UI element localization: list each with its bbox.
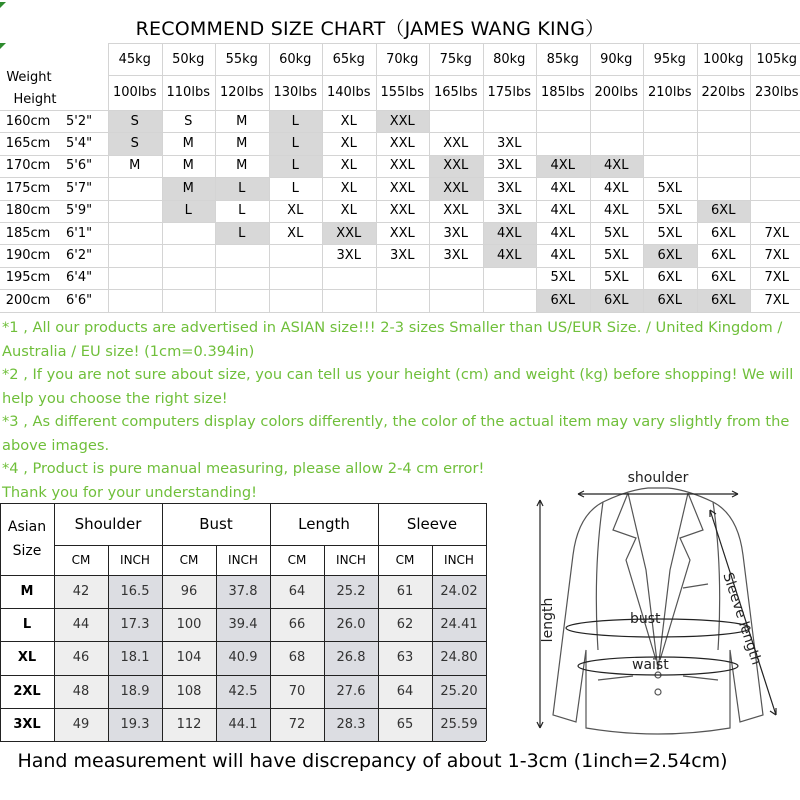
size-cell: L (291, 136, 299, 152)
grid-line (0, 312, 800, 313)
weight-kg-header: 105kg (756, 51, 798, 67)
measure-value: 42 (72, 584, 90, 600)
corner-mark (0, 2, 6, 8)
size-cell: 3XL (390, 248, 415, 264)
weight-lbs-header: 230lbs (755, 85, 799, 100)
size-cell: 4XL (604, 203, 629, 219)
size-cell: 3XL (497, 136, 522, 152)
size-cell: 6XL (711, 292, 736, 308)
table-border (486, 503, 487, 741)
jacket-diagram (518, 460, 798, 750)
size-cell: 5XL (550, 270, 575, 286)
measure-value: 61 (396, 584, 414, 600)
size-cell: XL (340, 113, 357, 129)
size-cell: 5XL (657, 180, 682, 196)
measure-value: 19.3 (120, 716, 150, 732)
height-cm-label: 170cm (5, 158, 51, 174)
unit-header: INCH (228, 553, 258, 567)
measure-value: 25.59 (440, 716, 478, 732)
weight-lbs-header: 155lbs (380, 85, 424, 100)
size-cell: XXL (443, 180, 469, 196)
weight-lbs-header: 120lbs (220, 85, 264, 100)
corner-height-label: Height (13, 91, 57, 107)
unit-header: INCH (336, 553, 366, 567)
size-cell: 7XL (764, 292, 789, 308)
size-cell: L (238, 180, 246, 196)
measure-value: 63 (396, 650, 414, 666)
unit-header: CM (179, 553, 199, 567)
size-cell: 6XL (711, 203, 736, 219)
size-cell: 4XL (497, 225, 522, 241)
size-cell: XXL (389, 180, 415, 196)
table-border (0, 741, 486, 742)
size-cell: 6XL (711, 248, 736, 264)
size-label: 3XL (13, 716, 41, 732)
weight-kg-header: 70kg (386, 51, 419, 67)
weight-lbs-header: 220lbs (701, 85, 745, 100)
size-cell: 4XL (604, 180, 629, 196)
height-cm-label: 185cm (5, 225, 51, 241)
height-ft-label: 5'9" (66, 203, 93, 219)
size-cell: XL (340, 203, 357, 219)
measure-value: 17.3 (120, 617, 150, 633)
size-cell: S (130, 136, 139, 152)
weight-lbs-header: 140lbs (327, 85, 371, 100)
height-ft-label: 6'1" (66, 225, 93, 241)
height-ft-label: 6'6" (66, 292, 93, 308)
measure-value: 40.9 (228, 650, 258, 666)
weight-lbs-header: 130lbs (273, 85, 317, 100)
size-cell: XXL (443, 203, 469, 219)
size-cell: 7XL (764, 225, 789, 241)
size-cell: XL (340, 136, 357, 152)
measure-value: 104 (176, 650, 202, 666)
measure-value: 18.9 (120, 683, 150, 699)
length-label: length (540, 597, 556, 643)
size-cell: XXL (443, 136, 469, 152)
size-cell: L (184, 203, 192, 219)
size-cell: XL (340, 180, 357, 196)
size-label: XL (17, 650, 37, 666)
size-cell: 6XL (657, 248, 682, 264)
measure-value: 68 (288, 650, 306, 666)
size-cell: 3XL (443, 248, 468, 264)
weight-kg-header: 45kg (118, 51, 151, 67)
measure-value: 44 (72, 617, 90, 633)
height-cm-label: 200cm (5, 292, 51, 308)
measure-value: 112 (176, 716, 202, 732)
size-cell: 6XL (550, 292, 575, 308)
size-cell: 3XL (336, 248, 361, 264)
measure-value: 18.1 (120, 650, 150, 666)
size-cell: M (182, 136, 194, 152)
measure-value: 70 (288, 683, 306, 699)
size-cell: 6XL (711, 270, 736, 286)
height-cm-label: 175cm (5, 180, 51, 196)
size-cell: 5XL (657, 225, 682, 241)
measure-value: 37.8 (228, 584, 258, 600)
weight-kg-header: 60kg (279, 51, 312, 67)
weight-kg-header: 100kg (702, 51, 744, 67)
size-cell: XXL (389, 225, 415, 241)
height-cm-label: 180cm (5, 203, 51, 219)
measurement-table (0, 503, 487, 741)
height-cm-label: 195cm (5, 270, 51, 286)
bust-label: bust (630, 611, 661, 627)
size-cell: 5XL (657, 203, 682, 219)
size-cell: L (291, 158, 299, 174)
size-cell: L (291, 180, 299, 196)
size-cell: 3XL (497, 203, 522, 219)
measure-value: 62 (396, 617, 414, 633)
height-ft-label: 5'6" (66, 158, 93, 174)
waist-label: waist (632, 657, 669, 673)
weight-lbs-header: 200lbs (594, 85, 638, 100)
size-cell: M (236, 136, 248, 152)
size-label: 2XL (13, 683, 41, 699)
measure-value: 64 (396, 683, 414, 699)
measure-value: 64 (288, 584, 306, 600)
size-cell: 4XL (550, 158, 575, 174)
size-cell: 5XL (604, 225, 629, 241)
jacket-collar (628, 493, 688, 670)
size-cell: 6XL (711, 225, 736, 241)
measure-value: 42.5 (228, 683, 258, 699)
size-cell: 6XL (604, 292, 629, 308)
height-cm-label: 165cm (5, 136, 51, 152)
size-cell: S (130, 113, 139, 129)
size-cell: XXL (443, 158, 469, 174)
weight-kg-header: 65kg (332, 51, 365, 67)
weight-kg-header: 95kg (653, 51, 686, 67)
size-cell: M (129, 158, 141, 174)
unit-header: INCH (444, 553, 474, 567)
weight-lbs-header: 175lbs (487, 85, 531, 100)
measure-value: 100 (176, 617, 202, 633)
weight-kg-header: 80kg (493, 51, 526, 67)
group-header: Sleeve (406, 515, 458, 533)
unit-header: CM (395, 553, 415, 567)
measure-value: 26.8 (336, 650, 366, 666)
footer-note: Hand measurement will have discrepancy of about 1-3cm (1inch=2.54cm) (17, 750, 728, 772)
unit-header: CM (287, 553, 307, 567)
note-3: *3 , As different computers display colors differently, the color of the actual item may vary slightly from the above images. (2, 413, 790, 454)
height-ft-label: 6'2" (66, 248, 93, 264)
measure-value: 26.0 (336, 617, 366, 633)
measure-value: 39.4 (228, 617, 258, 633)
weight-kg-header: 90kg (600, 51, 633, 67)
measure-value: 65 (396, 716, 414, 732)
measure-value: 25.20 (440, 683, 478, 699)
group-header: Shoulder (74, 515, 142, 533)
measure-value: 96 (180, 584, 198, 600)
size-cell: 3XL (497, 158, 522, 174)
unit-header: INCH (120, 553, 150, 567)
size-cell: XXL (389, 136, 415, 152)
size-cell: XXL (336, 225, 362, 241)
weight-lbs-header: 100lbs (113, 85, 157, 100)
measure-value: 25.2 (336, 584, 366, 600)
group-header: Bust (199, 515, 233, 533)
size-cell: 5XL (604, 270, 629, 286)
measure-value: 24.80 (440, 650, 478, 666)
note-2: *2 , If you are not sure about size, you can tell us your height (cm) and weight (kg) before shopping! We will help you choose the right size! (2, 366, 794, 407)
size-cell: XL (340, 158, 357, 174)
size-cell: 4XL (550, 225, 575, 241)
size-cell: 5XL (604, 248, 629, 264)
measure-value: 24.02 (440, 584, 478, 600)
weight-lbs-header: 210lbs (648, 85, 692, 100)
size-cell: 6XL (657, 292, 682, 308)
size-cell: S (184, 113, 193, 129)
size-cell: 4XL (497, 248, 522, 264)
size-cell: M (182, 158, 194, 174)
group-header: Length (298, 515, 350, 533)
measure-value: 44.1 (228, 716, 258, 732)
measure-value: 48 (72, 683, 90, 699)
size-cell: M (236, 113, 248, 129)
size-cell: L (291, 113, 299, 129)
note-4: *4 , Product is pure manual measuring, please allow 2-4 cm error! (2, 460, 485, 477)
height-cm-label: 190cm (5, 248, 51, 264)
size-cell: 4XL (550, 248, 575, 264)
size-label: M (20, 584, 34, 600)
measure-value: 66 (288, 617, 306, 633)
size-cell: 3XL (443, 225, 468, 241)
sleeve-label: Sleeve length (719, 570, 765, 667)
size-cell: 4XL (550, 203, 575, 219)
weight-lbs-header: 185lbs (541, 85, 585, 100)
weight-lbs-header: 165lbs (434, 85, 478, 100)
height-cm-label: 160cm (5, 113, 51, 129)
size-cell: L (238, 203, 246, 219)
height-ft-label: 5'4" (66, 136, 93, 152)
measure-value: 16.5 (120, 584, 150, 600)
size-cell: XXL (389, 203, 415, 219)
size-cell: 7XL (764, 270, 789, 286)
weight-kg-header: 50kg (172, 51, 205, 67)
size-cell: L (238, 225, 246, 241)
measure-value: 72 (288, 716, 306, 732)
height-ft-label: 5'2" (66, 113, 93, 129)
height-ft-label: 6'4" (66, 270, 93, 286)
size-cell: M (182, 180, 194, 196)
corner-weight-label: Weight (6, 69, 52, 85)
size-chart-table (0, 43, 800, 313)
chart-title: RECOMMEND SIZE CHART（JAMES WANG KING） (135, 18, 605, 40)
size-cell: 6XL (657, 270, 682, 286)
measure-value: 28.3 (336, 716, 366, 732)
size-cell: XL (287, 203, 304, 219)
size-cell: 3XL (497, 180, 522, 196)
size-label: L (22, 617, 32, 633)
measure-value: 108 (176, 683, 202, 699)
size-cell: 4XL (550, 180, 575, 196)
size-cell: M (236, 158, 248, 174)
weight-kg-header: 55kg (225, 51, 258, 67)
measure-value: 46 (72, 650, 90, 666)
weight-kg-header: 75kg (439, 51, 472, 67)
weight-lbs-header: 110lbs (166, 85, 210, 100)
shoulder-label: shoulder (627, 470, 689, 486)
size-cell: 4XL (604, 158, 629, 174)
note-thanks: Thank you for your understanding! (2, 483, 257, 501)
size-cell: XXL (389, 113, 415, 129)
size-cell: XL (287, 225, 304, 241)
measure-value: 49 (72, 716, 90, 732)
size-cell: 7XL (764, 248, 789, 264)
asian-size-header: Asian Size (7, 519, 47, 559)
measure-value: 24.41 (440, 617, 478, 633)
measure-value: 27.6 (336, 683, 366, 699)
note-1: *1 , All our products are advertised in ASIAN size!!! 2-3 sizes Smaller than US/EUR Size. / United Kingdom / Australia / EU size! (1cm=0.394in) (2, 319, 783, 360)
height-ft-label: 5'7" (66, 180, 93, 196)
size-cell: XXL (389, 158, 415, 174)
unit-header: CM (71, 553, 91, 567)
weight-kg-header: 85kg (546, 51, 579, 67)
